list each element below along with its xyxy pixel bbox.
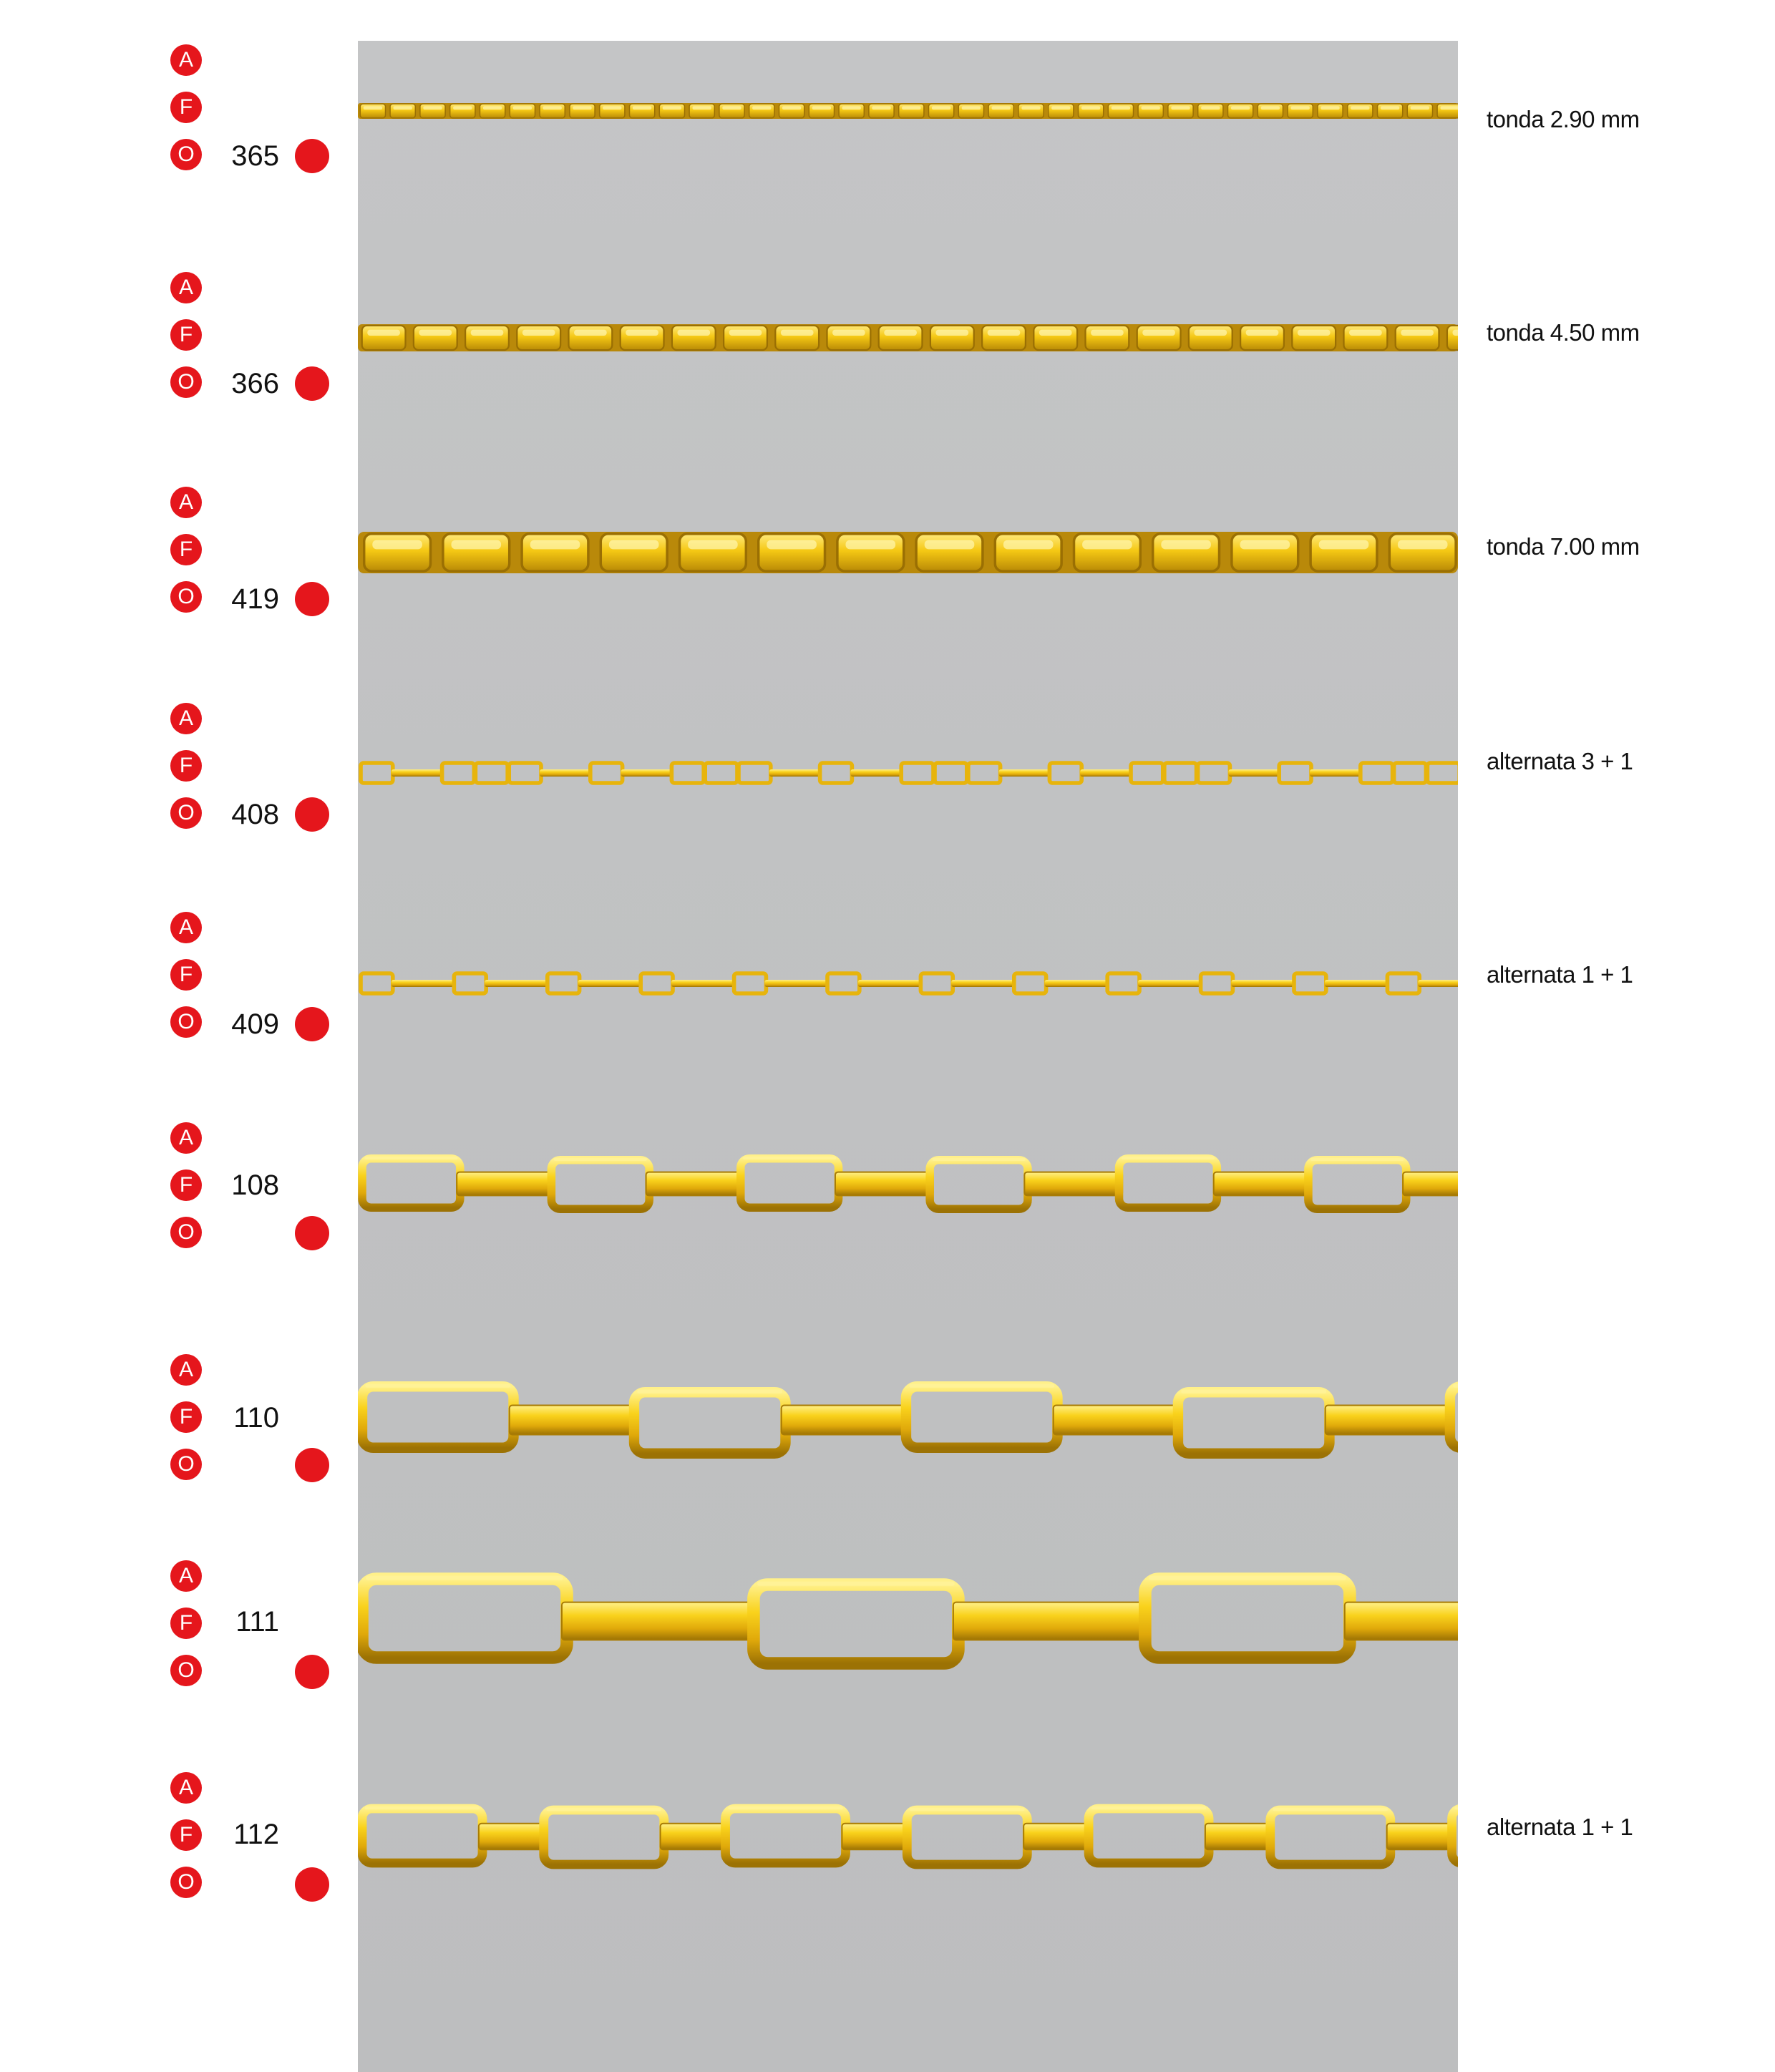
chain-photo-panel [358,41,1458,2072]
marker-dot [295,1448,329,1482]
chain-description: tonda 4.50 mm [1487,319,1640,346]
chain-code: 112 [233,1819,279,1850]
badge-f: F [170,959,202,991]
chain-code: 110 [233,1402,279,1434]
chain-111 [362,1576,1458,1663]
marker-dot [295,139,329,173]
marker-dot [295,1007,329,1041]
badge-a: A [170,272,202,303]
badge-a: A [170,487,202,518]
chain-description: alternata 3 + 1 [1487,748,1633,774]
chain-409 [361,973,1458,993]
marker-dot [295,1867,329,1902]
badge-o: O [170,1867,202,1898]
badge-f: F [170,1169,202,1201]
badge-f: F [170,1607,202,1639]
badge-f: F [170,534,202,565]
chain-code: 111 [235,1606,279,1638]
chain-110 [362,1384,1458,1454]
chain-code: 419 [231,583,279,615]
badge-o: O [170,581,202,613]
chain-112 [362,1806,1458,1864]
marker-dot [295,1216,329,1250]
badge-f: F [170,1401,202,1433]
marker-dot [295,366,329,401]
chain-code: 409 [231,1008,279,1040]
chains-illustration [358,41,1458,2072]
badge-f: F [170,319,202,351]
chain-408 [361,763,1458,783]
badge-a: A [170,44,202,76]
chain-description: alternata 1 + 1 [1487,1814,1633,1840]
badge-o: O [170,1006,202,1038]
chain-description: alternata 1 + 1 [1487,961,1633,988]
chain-code: 408 [231,799,279,830]
badge-a: A [170,1560,202,1592]
badge-f: F [170,1819,202,1851]
marker-dot [295,797,329,832]
badge-o: O [170,366,202,398]
chain-108 [362,1157,1458,1209]
chain-code: 108 [231,1169,279,1201]
badge-a: A [170,703,202,734]
badge-f: F [170,750,202,782]
chain-365 [358,103,1458,119]
chain-code: 365 [231,140,279,172]
badge-a: A [170,912,202,943]
chain-description: tonda 7.00 mm [1487,533,1640,560]
marker-dot [295,582,329,616]
chain-code: 366 [231,368,279,399]
badge-a: A [170,1772,202,1804]
badge-a: A [170,1354,202,1386]
badge-f: F [170,92,202,123]
badge-o: O [170,1449,202,1480]
chain-419 [358,532,1458,573]
badge-o: O [170,139,202,170]
chain-description: tonda 2.90 mm [1487,106,1640,132]
badge-o: O [170,797,202,829]
badge-o: O [170,1217,202,1248]
chain-366 [358,324,1458,351]
badge-o: O [170,1655,202,1686]
marker-dot [295,1655,329,1689]
badge-a: A [170,1122,202,1154]
